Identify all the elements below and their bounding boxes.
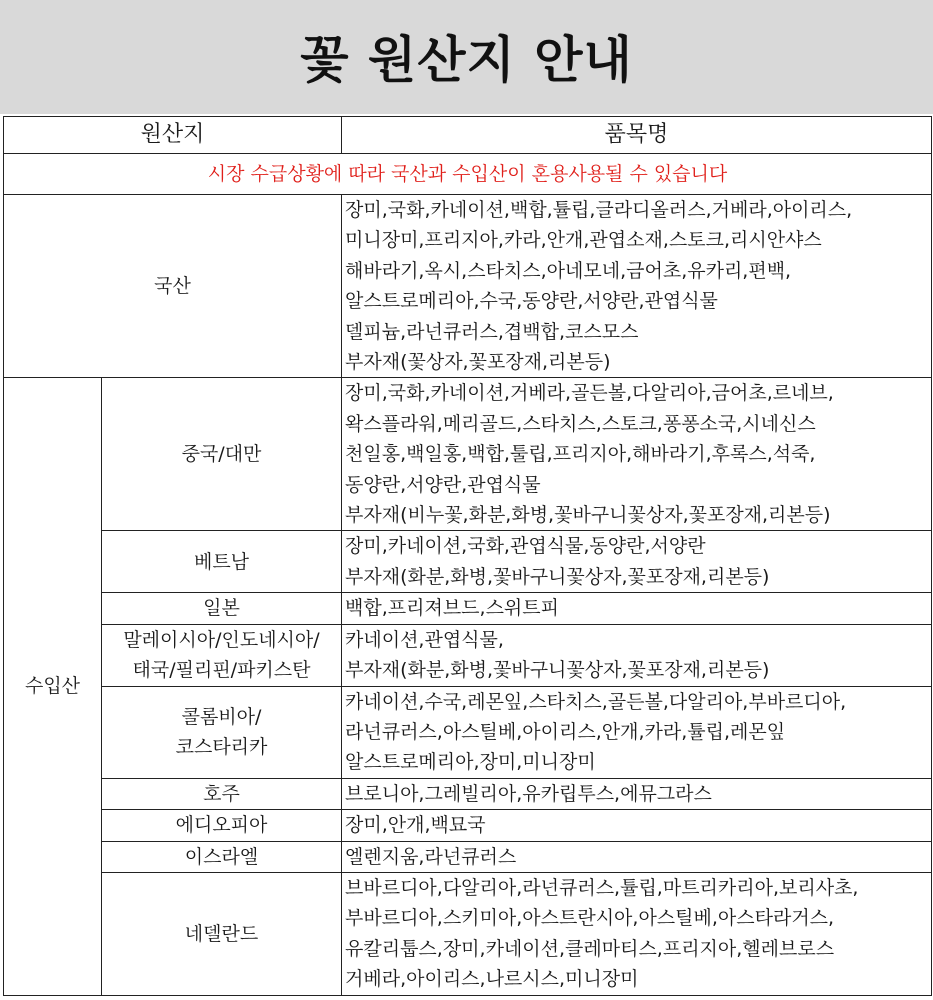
country-items	[342, 872, 932, 995]
header-banner	[0, 0, 933, 114]
country-items	[342, 593, 932, 624]
imported-row	[4, 378, 932, 531]
notice-text: 시장 수급상황에 따라 국산과 수입산이 혼용사용될 수 있습니다	[4, 154, 932, 195]
country-name	[102, 778, 342, 809]
item-line: 일본	[203, 597, 240, 620]
country-name	[102, 531, 342, 593]
country-name	[102, 593, 342, 624]
country-items	[342, 531, 932, 593]
item-line: 코스타리카	[175, 736, 268, 759]
item-line: 미니장미,프리지아,카라,안개,관엽소재,스토크,리시안샤스	[345, 229, 822, 252]
item-line: 베트남	[193, 550, 250, 573]
imported-row	[4, 872, 932, 995]
country-items	[342, 378, 932, 531]
item-line: 브로니아,그레빌리아,유카립투스,에뮤그라스	[345, 782, 712, 805]
imported-row	[4, 686, 932, 778]
imported-row	[4, 593, 932, 624]
imported-row	[4, 778, 932, 809]
item-line: 콜롬비아/	[181, 705, 262, 728]
item-line: 알스트로메리아,장미,미니장미	[345, 751, 596, 774]
item-line: 왁스플라워,메리골드,스타치스,스토크,퐁퐁소국,시네신스	[345, 412, 816, 435]
item-line: 이스라엘	[184, 845, 259, 868]
domestic-row	[4, 195, 932, 378]
item-line: 장미,카네이션,국화,관엽식물,동양란,서양란	[345, 535, 706, 558]
imported-row	[4, 841, 932, 872]
item-line: 브바르디아,다알리아,라넌큐러스,튤립,마트리카리아,보리사초,	[345, 876, 859, 899]
country-items	[342, 778, 932, 809]
item-line: 호주	[203, 782, 240, 805]
item-line: 해바라기,옥시,스타치스,아네모네,금어초,유카리,편백,	[345, 259, 792, 282]
country-items	[342, 624, 932, 686]
item-line: 장미,국화,카네이션,거베라,골든볼,다알리아,금어초,르네브,	[345, 382, 834, 405]
notice-row	[4, 154, 932, 195]
country-name	[102, 810, 342, 841]
country-items	[342, 686, 932, 778]
country-name	[102, 841, 342, 872]
item-line: 라넌큐러스,아스틸베,아이리스,안개,카라,튤립,레몬잎	[345, 720, 786, 743]
item-line: 부자재(화분,화병,꽃바구니꽃상자,꽃포장재,리본등)	[345, 659, 770, 682]
origin-imported: 수입산	[4, 378, 102, 995]
origin-table	[3, 116, 932, 996]
item-line: 유칼리툽스,장미,카네이션,클레마티스,프리지아,헬레브로스	[345, 937, 835, 960]
imported-row	[4, 531, 932, 593]
country-items	[342, 841, 932, 872]
item-line: 부바르디아,스키미아,아스트란시아,아스틸베,아스타라거스,	[345, 907, 835, 930]
country-name	[102, 624, 342, 686]
country-name	[102, 872, 342, 995]
item-line: 태국/필리핀/파키스탄	[132, 659, 311, 682]
imported-row	[4, 624, 932, 686]
item-line: 부자재(꽃상자,꽃포장재,리본등)	[345, 351, 611, 374]
item-line: 천일홍,백일홍,백합,툴립,프리지아,해바라기,후록스,석죽,	[345, 443, 816, 466]
item-line: 엘렌지움,라넌큐러스	[345, 845, 517, 868]
item-line: 카네이션,관엽식물,	[345, 628, 504, 651]
item-line: 에디오피아	[175, 814, 268, 837]
item-line: 부자재(화분,화병,꽃바구니꽃상자,꽃포장재,리본등)	[345, 565, 770, 588]
origin-domestic: 국산	[4, 195, 342, 378]
imported-row	[4, 810, 932, 841]
item-line: 동양란,서양란,관엽식물	[345, 473, 541, 496]
header-items: 품목명	[342, 117, 932, 154]
item-line: 백합,프리져브드,스위트피	[345, 597, 559, 620]
item-line: 중국/대만	[181, 443, 262, 466]
table-header-row	[4, 117, 932, 154]
item-line: 거베라,아이리스,나르시스,미니장미	[345, 968, 639, 991]
item-line: 네델란드	[184, 922, 259, 945]
country-name	[102, 378, 342, 531]
header-origin: 원산지	[4, 117, 342, 154]
item-line: 말레이시아/인도네시아/	[123, 628, 320, 651]
item-line: 부자재(비누꽃,화분,화병,꽃바구니꽃상자,꽃포장재,리본등)	[345, 504, 831, 527]
item-line: 카네이션,수국,레몬잎,스타치스,골든볼,다알리아,부바르디아,	[345, 690, 847, 713]
page-title: 꽃 원산지 안내	[300, 31, 633, 89]
item-line: 알스트로메리아,수국,동양란,서양란,관엽식물	[345, 290, 718, 313]
domestic-items	[342, 195, 932, 378]
item-line: 장미,국화,카네이션,백합,튤립,글라디올러스,거베라,아이리스,	[345, 199, 853, 221]
country-name	[102, 686, 342, 778]
country-items	[342, 810, 932, 841]
item-line: 장미,안개,백묘국	[345, 814, 486, 837]
item-line: 델피늄,라넌큐러스,겹백합,코스모스	[345, 320, 639, 343]
